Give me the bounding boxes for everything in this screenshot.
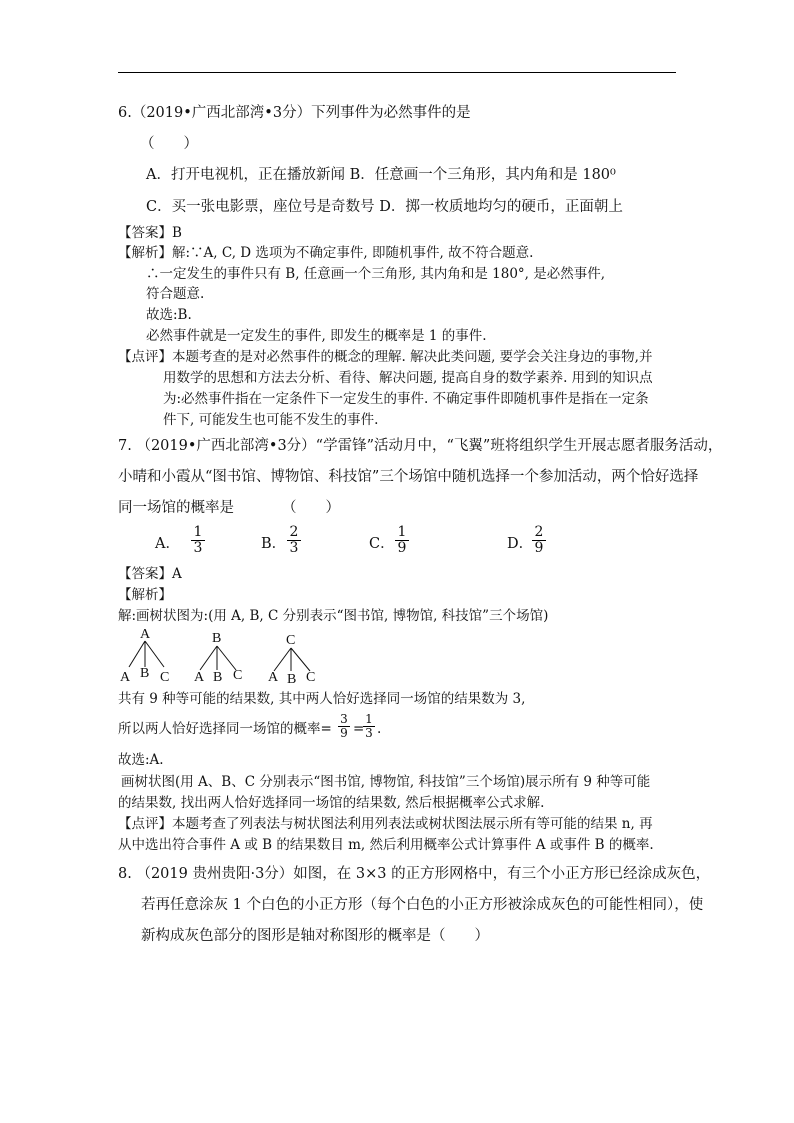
tree-branch: [200, 646, 217, 670]
q6-answer-paren: （ ）: [140, 136, 198, 152]
q7-option-d-fraction: [532, 525, 546, 556]
tree-diagram: [118, 624, 348, 688]
q7-stem-line2: 小晴和小霞从“图书馆、博物馆、科技馆”三个场馆中随机选择一个参加活动，两个恰好选择: [118, 469, 699, 485]
q6-stem: 6.（2019•广西北部湾•3分）下列事件为必然事件的是: [118, 105, 471, 121]
q7-analysis-heading: 【解析】: [118, 587, 172, 603]
tree-branch: [145, 641, 164, 667]
q7-stem-line3: 同一场馆的概率是: [118, 500, 234, 516]
fraction-denominator: 3: [289, 540, 299, 556]
q6-options-cd: C．买一张电影票，座位号是奇数号 D．掷一枚质地均匀的硬币，正面朝上: [146, 199, 623, 215]
fraction-denominator: 9: [534, 540, 544, 556]
tree-leaf: A: [268, 670, 279, 685]
tree-leaf: B: [287, 672, 297, 687]
tree-root-b: B: [212, 631, 222, 646]
q7-option-c-label: C．: [369, 536, 395, 552]
q7-option-d-label: D．: [507, 536, 534, 552]
tree-leaf: B: [213, 670, 223, 685]
tree-leaf: B: [140, 666, 150, 681]
q7-option-a-fraction: [191, 525, 205, 556]
q6-analysis-line1: 【解析】解:∵A, C, D 选项为不确定事件, 即随机事件, 故不符合题意.: [118, 245, 534, 261]
q7-stem-line1: 7. （2019•广西北部湾•3分）“学雷锋”活动月中，“飞翼”班将组织学生开展志愿者服务活动，: [118, 438, 723, 454]
q7-option-a-label: A．: [155, 536, 180, 552]
q7-tree-intro: 解:画树状图为:(用 A, B, C 分别表示“图书馆, 博物馆, 科技馆”三个场馆): [118, 608, 549, 624]
tree-leaf: A: [194, 670, 205, 685]
tree-branch: [291, 648, 310, 671]
tree-branch: [129, 641, 145, 667]
q7-note-line1: 画树状图(用 A、B、C 分别表示“图书馆, 博物馆, 科技馆”三个场馆)展示所有 9 种等可能: [121, 774, 651, 790]
q6-comment-line2: 用数学的思想和方法去分析、看待、解决问题, 提高自身的数学素养. 用到的知识点: [163, 370, 653, 386]
q7-comment-line1: 【点评】本题考查了列表法与树状图法利用列表法或树状图法展示所有等可能的结果 n, 再: [118, 816, 653, 832]
q7-option-b-label: B．: [261, 536, 287, 552]
fraction-numerator: 2: [532, 525, 546, 541]
q6-answer: 【答案】B: [118, 225, 182, 241]
tree-leaf: C: [306, 670, 316, 685]
header-rule: [118, 72, 676, 73]
q6-analysis-line5: 必然事件就是一定发生的事件, 即发生的概率是 1 的事件.: [146, 328, 487, 344]
tree-leaf: C: [233, 668, 243, 683]
tree-leaf: C: [160, 670, 170, 685]
tree-root-c: C: [286, 633, 296, 648]
tree-branch: [217, 646, 236, 670]
q7-result-fraction-2: [363, 713, 375, 740]
q7-choose: 故选:A.: [118, 752, 164, 768]
q7-result-line1: 共有 9 种等可能的结果数, 其中两人恰好选择同一场馆的结果数为 3,: [118, 691, 526, 707]
q7-result-equals: =: [353, 721, 365, 737]
q6-comment-line4: 件下, 可能发生也可能不发生的事件.: [163, 412, 379, 428]
q6-options-ab: A．打开电视机，正在播放新闻 B．任意画一个三角形，其内角和是 180⁰: [146, 167, 616, 183]
q7-answer: 【答案】A: [118, 566, 182, 582]
q8-stem-line2: 若再任意涂灰 1 个白色的小正方形（每个白色的小正方形被涂成灰色的可能性相同），使: [141, 897, 704, 913]
fraction-numerator: 2: [287, 525, 301, 541]
q6-analysis-line2: ∴一定发生的事件只有 B, 任意画一个三角形, 其内角和是 180°, 是必然事件,: [146, 266, 606, 282]
q7-comment-line2: 从中选出符合事件 A 或 B 的结果数目 m, 然后利用概率公式计算事件 A 或事件 B 的概率.: [118, 837, 654, 853]
fraction-numerator: 1: [191, 525, 205, 541]
fraction-numerator: 1: [395, 525, 409, 541]
q7-note-line2: 的结果数, 找出两人恰好选择同一场馆的结果数, 然后根据概率公式求解.: [118, 795, 545, 811]
q7-option-b-fraction: [287, 525, 301, 556]
fraction-denominator: 9: [397, 540, 407, 556]
q7-option-c-fraction: [395, 525, 409, 556]
fraction-denominator: 3: [193, 540, 203, 556]
tree-leaf: A: [120, 670, 131, 685]
q7-result-fraction-1: [338, 713, 350, 740]
q6-comment-line3: 为:必然事件指在一定条件下一定发生的事件. 不确定事件即随机事件是指在一定条: [163, 391, 649, 407]
q8-stem-line1: 8. （2019 贵州贵阳·3分）如图，在 3×3 的正方形网格中，有三个小正方形已经涂成灰色，: [118, 866, 711, 882]
fraction-numerator: 1: [363, 713, 375, 727]
q6-analysis-line4: 故选:B.: [146, 307, 192, 323]
q6-analysis-line3: 符合题意.: [146, 286, 205, 302]
tree-root-a: A: [140, 627, 151, 642]
fraction-numerator: 3: [338, 713, 350, 727]
fraction-denominator: 3: [365, 726, 373, 740]
fraction-denominator: 9: [340, 726, 348, 740]
q7-result-period: .: [377, 721, 382, 737]
q7-result-line2: 所以两人恰好选择同一场馆的概率=: [118, 721, 332, 737]
tree-branch: [274, 648, 291, 671]
q6-comment-line1: 【点评】本题考查的是对必然事件的概念的理解. 解决此类问题, 要学会关注身边的事物,并: [118, 349, 653, 365]
q7-answer-paren: （ ）: [282, 500, 340, 516]
q8-stem-line3: 新构成灰色部分的图形是轴对称图形的概率是（ ）: [141, 928, 489, 944]
